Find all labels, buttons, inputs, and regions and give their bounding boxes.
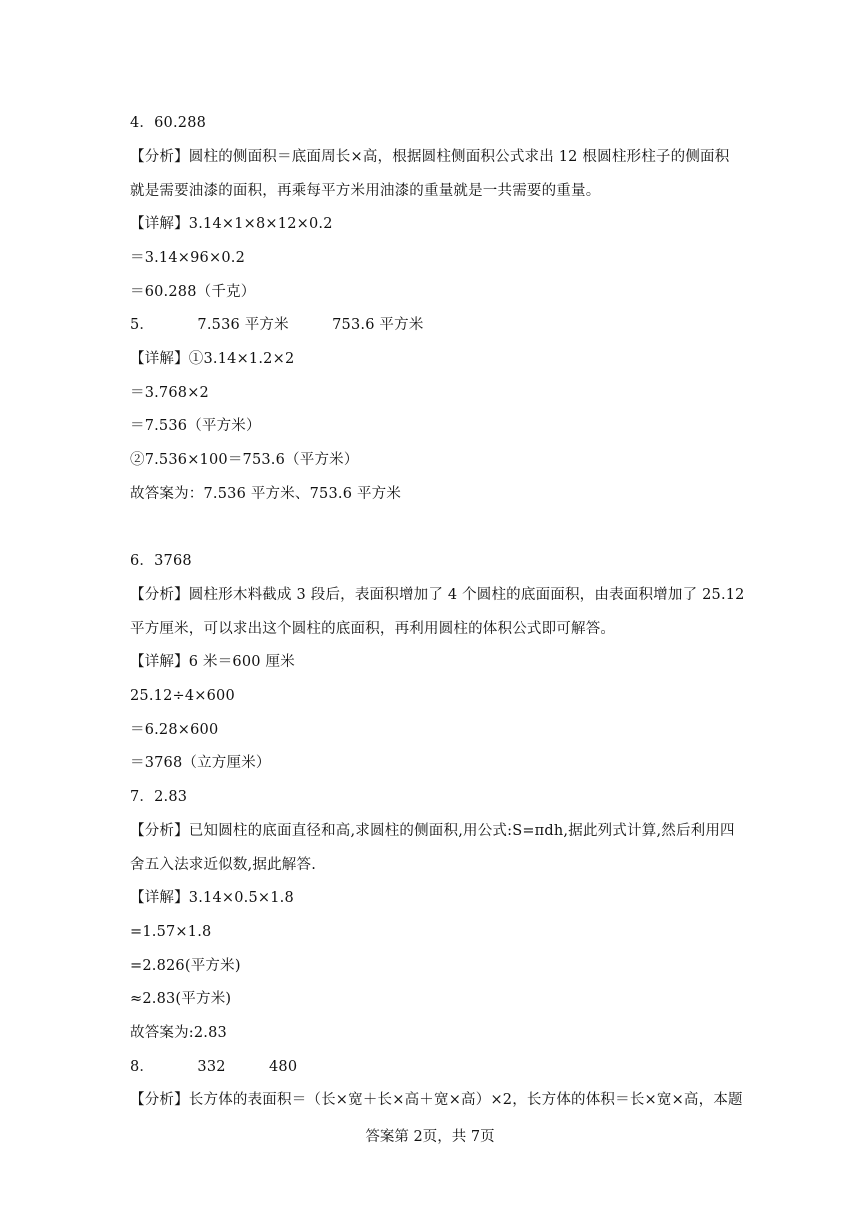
- answer-8-heading: 8． 332 480: [130, 1059, 298, 1075]
- answer-6-detail-line-1: 【详解】6 米＝600 厘米: [130, 654, 295, 670]
- answer-5-detail-line-4: ②7.536×100＝753.6（平方米）: [130, 452, 359, 468]
- answer-5-conclusion: 故答案为：7.536 平方米、753.6 平方米: [130, 486, 402, 502]
- answer-6-detail-line-2: 25.12÷4×600: [130, 688, 235, 704]
- answer-4-detail-line-1: 【详解】3.14×1×8×12×0.2: [130, 216, 333, 232]
- answer-4-analysis-line-1: 【分析】圆柱的侧面积＝底面周长×高，根据圆柱侧面积公式求出 12 根圆柱形柱子的侧面积: [130, 149, 730, 165]
- answer-7-heading: 7．2.83: [130, 789, 188, 805]
- answer-7-detail-line-2: =1.57×1.8: [130, 924, 212, 940]
- answer-7-detail-line-4: ≈2.83(平方米): [130, 991, 232, 1007]
- answer-7-detail-line-1: 【详解】3.14×0.5×1.8: [130, 890, 294, 906]
- answer-4-detail-line-3: ＝60.288（千克）: [130, 284, 256, 300]
- answer-7-analysis-line-1: 【分析】已知圆柱的底面直径和高,求圆柱的侧面积,用公式:S=πdh,据此列式计算,然后利用四: [130, 823, 735, 839]
- answer-6-heading: 6．3768: [130, 553, 192, 569]
- answer-8-analysis-line-1: 【分析】长方体的表面积＝（长×宽＋长×高＋宽×高）×2，长方体的体积＝长×宽×高，本题: [130, 1092, 743, 1108]
- answer-5-detail-line-3: ＝7.536（平方米）: [130, 418, 261, 434]
- answer-6-detail-line-3: ＝6.28×600: [130, 722, 219, 738]
- answer-7-conclusion: 故答案为:2.83: [130, 1025, 227, 1041]
- answer-6-analysis-line-2: 平方厘米，可以求出这个圆柱的底面积，再利用圆柱的体积公式即可解答。: [130, 621, 616, 637]
- answer-5-detail-line-1: 【详解】①3.14×1.2×2: [130, 351, 295, 367]
- answer-7-detail-line-3: =2.826(平方米): [130, 958, 241, 974]
- answer-7-analysis-line-2: 舍五入法求近似数,据此解答.: [130, 857, 317, 873]
- answer-4-analysis-line-2: 就是需要油漆的面积，再乘每平方米用油漆的重量就是一共需要的重量。: [130, 183, 601, 199]
- answer-4-heading: 4．60.288: [130, 115, 207, 131]
- answer-6-detail-line-4: ＝3768（立方厘米）: [130, 755, 271, 771]
- answer-5-heading: 5． 7.536 平方米 753.6 平方米: [130, 317, 424, 333]
- answer-4-detail-line-2: ＝3.14×96×0.2: [130, 250, 245, 266]
- answer-6-analysis-line-1: 【分析】圆柱形木料截成 3 段后，表面积增加了 4 个圆柱的底面面积，由表面积增加了 25.12: [130, 587, 745, 603]
- answer-5-detail-line-2: ＝3.768×2: [130, 385, 209, 401]
- page-footer: 答案第 2页，共 7页: [365, 1129, 495, 1145]
